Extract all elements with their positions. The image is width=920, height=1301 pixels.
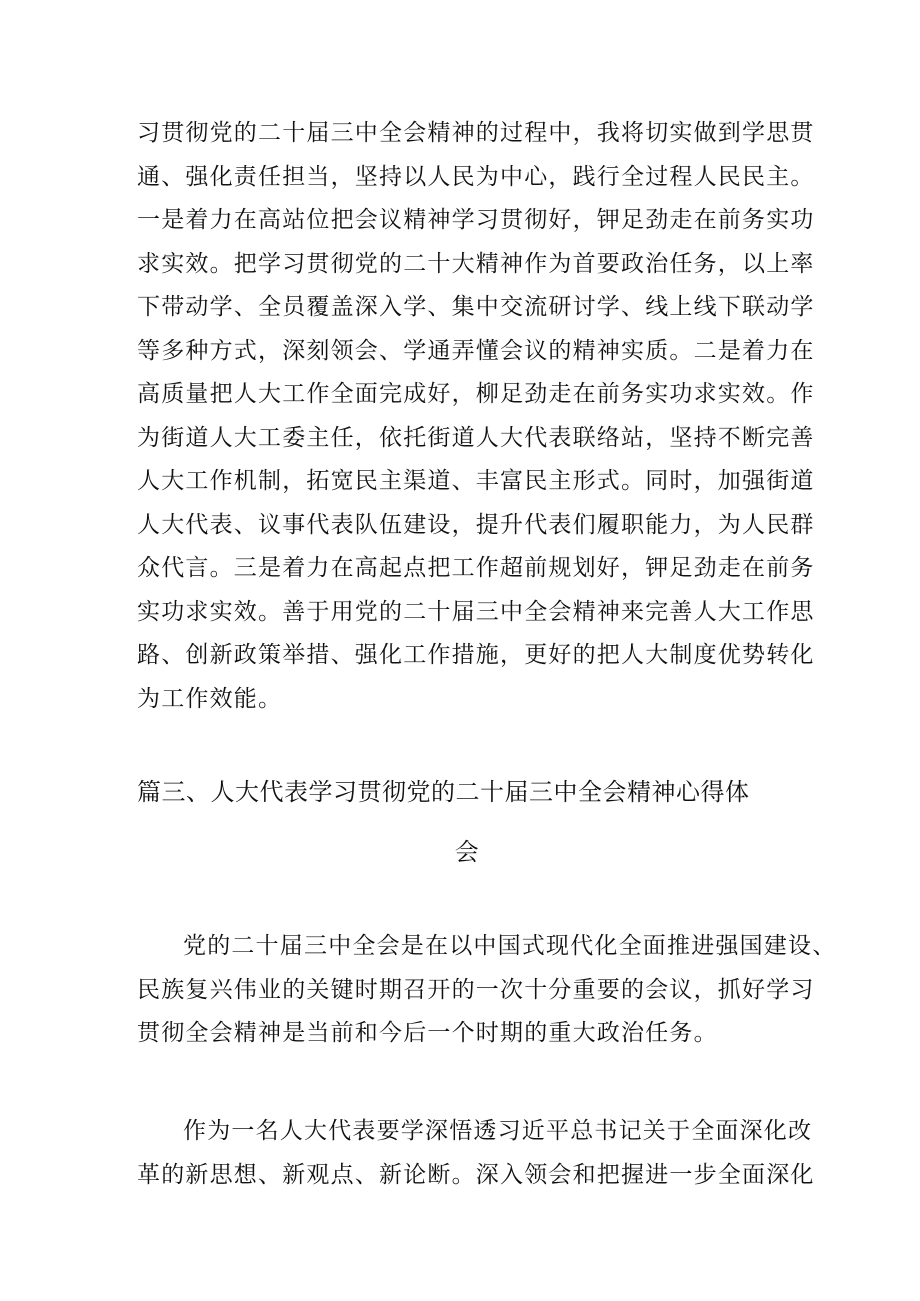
text-line: 人大工作机制，拓宽民主渠道、丰富民主形式。同时，加强街道 [137,468,815,494]
section-heading-line-1: 篇三、人大代表学习贯彻党的二十届三中全会精神心得体 [137,778,750,806]
text-line: 为工作效能。 [137,685,283,712]
text-line: 求实效。把学习贯彻党的二十大精神作为首要政治任务，以上率 [137,250,815,277]
text-line: 众代言。三是着力在高起点把工作超前规划好，钾足劲走在前务 [137,555,815,581]
text-line: 党的二十届三中全会是在以中国式现代化全面推进强国建设、 [183,933,837,959]
text-line: 习贯彻党的二十届三中全会精神的过程中，我将切实做到学思贯 [137,120,815,146]
text-line: 贯彻全会精神是当前和今后一个时期的重大政治任务。 [137,1020,718,1046]
text-line: 人大代表、议事代表队伍建设，提升代表们履职能力，为人民群 [137,511,815,538]
paragraph-2 [137,925,837,1056]
text-line: 民族复兴伟业的关键时期召开的一次十分重要的会议，抓好学习 [137,976,815,1003]
text-line: 高质量把人大工作全面完成好，柳足劲走在前务实功求实效。作 [137,381,815,407]
paragraph-1 [137,112,815,721]
text-line: 革的新思想、新观点、新论断。深入领会和把握进一步全面深化 [137,1161,815,1188]
text-line: 等多种方式，深刻领会、学通弄懂会议的精神实质。二是着力在 [137,337,815,364]
text-line: 一是着力在高站位把会议精神学习贯彻好，钾足劲走在前务实功 [137,207,815,233]
text-line: 路、创新政策举措、强化工作措施，更好的把人大制度优势转化 [137,642,815,668]
section-heading [137,772,797,872]
paragraph-3 [137,1110,815,1197]
text-line: 为街道人大工委主任，依托街道人大代表联络站，坚持不断完善 [137,424,815,451]
section-heading-line-2: 会 [454,838,480,866]
text-line: 作为一名人大代表要学深悟透习近平总书记关于全面深化改 [183,1118,813,1144]
text-line: 通、强化责任担当，坚持以人民为中心，践行全过程人民民主。 [137,163,815,190]
text-line: 实功求实效。善于用党的二十届三中全会精神来完善人大工作思 [137,598,815,625]
text-line: 下带动学、全员覆盖深入学、集中交流研讨学、线上线下联动学 [137,294,815,320]
